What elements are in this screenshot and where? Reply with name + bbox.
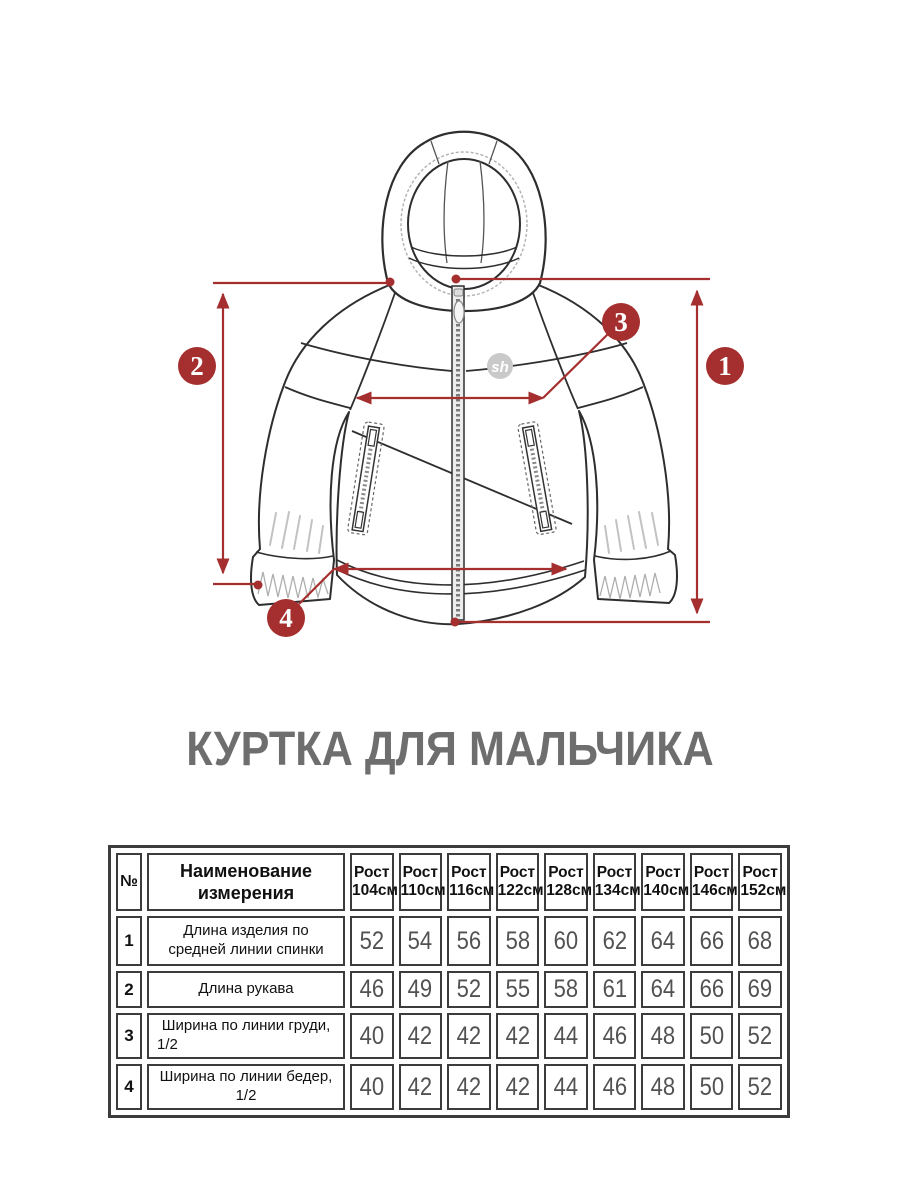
value-cell: 48 bbox=[641, 1064, 685, 1110]
value-cell: 61 bbox=[593, 971, 637, 1008]
value-cell: 46 bbox=[593, 1064, 637, 1110]
measurement-marker-2 bbox=[178, 347, 216, 385]
value-cell: 42 bbox=[399, 1064, 443, 1110]
row-number: 1 bbox=[116, 916, 142, 966]
col-header-size-4: Рост 128см bbox=[544, 853, 588, 911]
value-cell: 52 bbox=[447, 971, 491, 1008]
hood bbox=[382, 132, 545, 311]
col-header-size-3: Рост 122см bbox=[496, 853, 540, 911]
value-cell: 50 bbox=[690, 1064, 734, 1110]
value-cell: 52 bbox=[738, 1013, 782, 1059]
value-cell: 42 bbox=[496, 1064, 540, 1110]
value-cell: 58 bbox=[544, 971, 588, 1008]
row-number: 2 bbox=[116, 971, 142, 1008]
size-table-body bbox=[116, 916, 782, 1110]
dot-cuff-left bbox=[254, 581, 263, 590]
product-title bbox=[0, 724, 900, 776]
marker-3-label: 3 bbox=[614, 307, 628, 337]
row-label: Ширина по линии бедер, 1/2 bbox=[147, 1064, 345, 1110]
value-cell: 56 bbox=[447, 916, 491, 966]
value-cell: 44 bbox=[544, 1013, 588, 1059]
product-title-text: КУРТКА ДЛЯ МАЛЬЧИКА bbox=[186, 723, 714, 776]
zipper-slider bbox=[454, 289, 463, 296]
marker-1-label: 1 bbox=[718, 351, 732, 381]
value-cell: 50 bbox=[690, 1013, 734, 1059]
value-cell: 58 bbox=[496, 916, 540, 966]
hood-opening bbox=[408, 159, 520, 289]
col-header-size-6: Рост 140см bbox=[641, 853, 685, 911]
dot-hem-center bbox=[451, 618, 460, 627]
col-header-size-2: Рост 116см bbox=[447, 853, 491, 911]
value-cell: 66 bbox=[690, 971, 734, 1008]
row-number: 4 bbox=[116, 1064, 142, 1110]
size-table bbox=[108, 845, 790, 1118]
value-cell: 48 bbox=[641, 1013, 685, 1059]
table-row-1 bbox=[116, 916, 782, 966]
measurement-marker-1 bbox=[706, 347, 744, 385]
col-header-size-0: Рост 104см bbox=[350, 853, 394, 911]
table-row-2 bbox=[116, 971, 782, 1008]
value-cell: 42 bbox=[399, 1013, 443, 1059]
value-cell: 42 bbox=[447, 1064, 491, 1110]
value-cell: 46 bbox=[593, 1013, 637, 1059]
value-cell: 66 bbox=[690, 916, 734, 966]
value-cell: 40 bbox=[350, 1013, 394, 1059]
row-label: Ширина по линии груди, 1/2 bbox=[147, 1013, 345, 1059]
value-cell: 62 bbox=[593, 916, 637, 966]
value-cell: 44 bbox=[544, 1064, 588, 1110]
marker-2-label: 2 bbox=[190, 351, 204, 381]
value-cell: 55 bbox=[496, 971, 540, 1008]
value-cell: 52 bbox=[350, 916, 394, 966]
table-row-3 bbox=[116, 1013, 782, 1059]
table-header-row bbox=[116, 853, 782, 911]
col-header-size-8: Рост 152см bbox=[738, 853, 782, 911]
col-header-name bbox=[147, 853, 345, 911]
col-header-size-7: Рост 146см bbox=[690, 853, 734, 911]
col-header-number: № bbox=[116, 853, 142, 911]
value-cell: 42 bbox=[496, 1013, 540, 1059]
row-number: 3 bbox=[116, 1013, 142, 1059]
value-cell: 64 bbox=[641, 916, 685, 966]
col-header-size-1: Рост 110см bbox=[399, 853, 443, 911]
value-cell: 64 bbox=[641, 971, 685, 1008]
name-header-line1: Наименование bbox=[179, 860, 313, 881]
value-cell: 49 bbox=[399, 971, 443, 1008]
measurement-marker-3 bbox=[602, 303, 640, 341]
brand-logo bbox=[487, 353, 513, 379]
brand-logo-text: sh bbox=[491, 359, 509, 376]
name-header-line2: измерения bbox=[197, 883, 295, 903]
marker-4-label: 4 bbox=[279, 603, 293, 633]
dot-neck-center bbox=[452, 275, 461, 284]
value-cell: 40 bbox=[350, 1064, 394, 1110]
value-cell: 52 bbox=[738, 1064, 782, 1110]
col-header-size-5: Рост 134см bbox=[593, 853, 637, 911]
measurement-marker-4 bbox=[267, 599, 305, 637]
dot-neck-left bbox=[386, 278, 395, 287]
value-cell: 69 bbox=[738, 971, 782, 1008]
row-label: Длина рукава bbox=[147, 971, 345, 1008]
row-label: Длина изделия по средней линии спинки bbox=[147, 916, 345, 966]
value-cell: 46 bbox=[350, 971, 394, 1008]
value-cell: 42 bbox=[447, 1013, 491, 1059]
value-cell: 54 bbox=[399, 916, 443, 966]
zipper-pull bbox=[454, 301, 464, 323]
value-cell: 60 bbox=[544, 916, 588, 966]
value-cell: 68 bbox=[738, 916, 782, 966]
table-row-4 bbox=[116, 1064, 782, 1110]
